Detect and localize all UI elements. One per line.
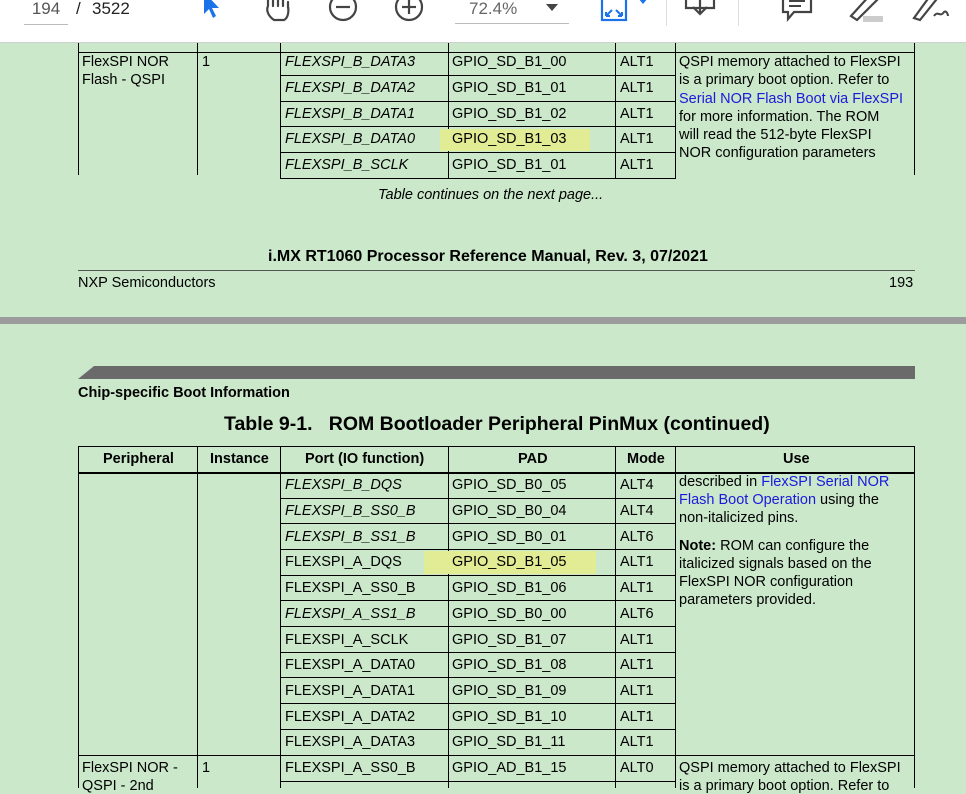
use-cell-line: is a primary boot option. Refer to — [679, 72, 890, 88]
column-header-pad: PAD — [518, 451, 548, 467]
pad-cell: GPIO_SD_B1_01 — [452, 80, 567, 96]
port-cell: FLEXSPI_A_DQS — [285, 554, 402, 570]
table-border — [280, 43, 281, 179]
peripheral-cell: Flash - QSPI — [82, 72, 165, 88]
use-cell-line: will read the 512-byte FlexSPI — [679, 127, 872, 143]
column-header-port: Port (IO function) — [305, 451, 425, 467]
port-cell: FLEXSPI_B_SCLK — [285, 157, 409, 173]
pad-cell: GPIO_SD_B1_01 — [452, 157, 567, 173]
mode-cell: ALT1 — [620, 734, 654, 750]
pad-cell: GPIO_SD_B0_04 — [452, 503, 567, 519]
table-border — [280, 549, 676, 550]
table-border — [914, 43, 915, 175]
page-total: 3522 — [92, 0, 130, 18]
table-border — [615, 43, 616, 179]
column-header-mode: Mode — [627, 451, 665, 467]
mode-cell: ALT1 — [620, 683, 654, 699]
zoom-in-icon[interactable] — [392, 0, 426, 22]
pad-cell: GPIO_AD_B1_15 — [452, 760, 567, 776]
highlight-icon[interactable] — [845, 0, 885, 22]
select-cursor-icon[interactable] — [198, 0, 228, 22]
table-border — [197, 43, 198, 175]
footer-rule — [78, 270, 915, 271]
port-cell: FLEXSPI_B_DQS — [285, 477, 402, 493]
port-cell: FLEXSPI_A_DATA1 — [285, 683, 416, 699]
port-cell: FLEXSPI_B_DATA1 — [285, 106, 416, 122]
pdf-toolbar — [0, 0, 966, 43]
serial-nor-flash-boot-link[interactable]: Serial NOR Flash Boot via FlexSPI — [679, 91, 904, 107]
table-border — [78, 52, 915, 53]
pad-cell: GPIO_SD_B1_06 — [452, 580, 567, 596]
port-cell: FLEXSPI_A_SS0_B — [285, 760, 416, 776]
footer-company: NXP Semiconductors — [78, 275, 216, 291]
table-border — [280, 75, 676, 76]
use-cell-line: QSPI memory attached to FlexSPI — [679, 54, 901, 70]
mode-cell: ALT6 — [620, 529, 654, 545]
mode-cell: ALT1 — [620, 580, 654, 596]
port-cell: FLEXSPI_A_DATA0 — [285, 657, 416, 673]
use-cell-line: parameters provided. — [679, 592, 817, 608]
mode-cell: ALT4 — [620, 477, 654, 493]
use-cell-line: NOR configuration parameters — [679, 145, 876, 161]
use-cell-line — [679, 538, 869, 554]
footer-page-number: 193 — [889, 275, 914, 291]
column-header-instance: Instance — [210, 451, 269, 467]
use-cell-line — [679, 492, 879, 508]
use-cell-line: non-italicized pins. — [679, 510, 799, 526]
mode-cell: ALT4 — [620, 503, 654, 519]
port-cell: FLEXSPI_A_SS0_B — [285, 580, 416, 596]
pad-cell: GPIO_SD_B1_08 — [452, 657, 567, 673]
mode-cell: ALT1 — [620, 657, 654, 673]
table-border — [78, 755, 915, 756]
table-border — [197, 446, 198, 788]
pad-cell: GPIO_SD_B1_00 — [452, 54, 567, 70]
port-cell: FLEXSPI_B_DATA2 — [285, 80, 416, 96]
table-border — [280, 652, 676, 653]
use-cell-line: italicized signals based on the — [679, 556, 872, 572]
table-border — [280, 729, 676, 730]
mode-cell: ALT1 — [620, 80, 654, 96]
pad-cell: GPIO_SD_B1_07 — [452, 632, 567, 648]
pad-cell: GPIO_SD_B1_09 — [452, 683, 567, 699]
table-border — [78, 43, 79, 175]
section-heading: Chip-specific Boot Information — [78, 385, 290, 401]
mode-cell: ALT1 — [620, 131, 654, 147]
page-divider — [0, 317, 966, 324]
port-cell: FLEXSPI_B_DATA3 — [285, 54, 416, 70]
table-border — [280, 600, 676, 601]
hand-pan-icon[interactable] — [260, 0, 296, 22]
mode-cell: ALT1 — [620, 157, 654, 173]
table-border — [280, 575, 676, 576]
port-cell: FLEXSPI_B_SS0_B — [285, 503, 416, 519]
chevron-down-icon[interactable] — [546, 4, 558, 11]
use-text: described in — [679, 474, 762, 490]
page-number-input[interactable]: 194 — [24, 0, 68, 25]
mode-cell: ALT0 — [620, 760, 654, 776]
use-cell-line: is a primary boot option. Refer to — [679, 778, 890, 794]
zoom-out-icon[interactable] — [326, 0, 360, 22]
use-text: ROM can configure the — [716, 538, 870, 554]
fit-page-icon[interactable] — [600, 0, 652, 22]
table-border — [448, 43, 449, 179]
use-cell-line — [679, 474, 889, 490]
peripheral-cell: FlexSPI NOR — [82, 54, 170, 70]
table-border — [78, 446, 79, 788]
flexspi-serial-nor-link[interactable]: FlexSPI Serial NOR — [761, 474, 890, 490]
table-title: Table 9-1. ROM Bootloader Peripheral PinMux (continued) — [224, 413, 770, 435]
table-border — [280, 523, 676, 524]
pad-cell: GPIO_SD_B1_05 — [452, 554, 567, 570]
table-border — [280, 178, 676, 179]
note-label: Note: — [679, 538, 717, 554]
flash-boot-operation-link[interactable]: Flash Boot Operation — [679, 492, 817, 508]
table-border — [280, 126, 676, 127]
comment-icon[interactable] — [780, 0, 814, 22]
table-continues-note: Table continues on the next page... — [378, 187, 604, 203]
table-border — [280, 781, 676, 782]
peripheral-cell: QSPI - 2nd — [82, 778, 154, 794]
table-border — [280, 152, 676, 153]
pad-cell: GPIO_SD_B0_00 — [452, 606, 567, 622]
port-cell: FLEXSPI_A_SCLK — [285, 632, 409, 648]
mode-cell: ALT1 — [620, 54, 654, 70]
section-banner — [78, 366, 915, 379]
pad-cell: GPIO_SD_B1_11 — [452, 734, 566, 750]
page-separator: / — [76, 0, 81, 18]
port-cell: FLEXSPI_A_SS1_B — [285, 606, 416, 622]
toolbar-separator — [666, 0, 667, 26]
table-border — [78, 446, 915, 447]
table-border — [280, 677, 676, 678]
toolbar-separator — [738, 0, 739, 26]
port-cell: FLEXSPI_A_DATA2 — [285, 709, 416, 725]
mode-cell: ALT1 — [620, 106, 654, 122]
column-header-peripheral: Peripheral — [103, 451, 174, 467]
table-border — [280, 101, 676, 102]
port-cell: FLEXSPI_B_SS1_B — [285, 529, 416, 545]
pad-cell: GPIO_SD_B0_05 — [452, 477, 567, 493]
use-cell-line: for more information. The ROM — [679, 109, 880, 125]
use-text: using the — [816, 492, 879, 508]
mode-cell: ALT1 — [620, 709, 654, 725]
table-border — [280, 498, 676, 499]
column-header-use: Use — [783, 451, 810, 467]
download-icon[interactable] — [682, 0, 718, 22]
port-cell: FLEXSPI_B_DATA0 — [285, 131, 416, 147]
pad-cell: GPIO_SD_B0_01 — [452, 529, 567, 545]
table-border — [280, 703, 676, 704]
peripheral-cell: FlexSPI NOR - — [82, 760, 178, 776]
use-cell-line: FlexSPI NOR configuration — [679, 574, 854, 590]
sign-icon[interactable] — [910, 0, 950, 22]
use-cell-line: QSPI memory attached to FlexSPI — [679, 760, 901, 776]
pad-cell: GPIO_SD_B1_10 — [452, 709, 567, 725]
footer-title: i.MX RT1060 Processor Reference Manual, Rev. 3, 07/2021 — [268, 248, 708, 265]
table-border — [914, 446, 915, 788]
table-border — [280, 626, 676, 627]
port-cell: FLEXSPI_A_DATA3 — [285, 734, 416, 750]
pad-cell: GPIO_SD_B1_03 — [452, 131, 567, 147]
pad-cell: GPIO_SD_B1_02 — [452, 106, 567, 122]
mode-cell: ALT1 — [620, 632, 654, 648]
table-border — [675, 43, 676, 179]
zoom-level-select[interactable]: 72.4% — [455, 0, 569, 24]
mode-cell: ALT6 — [620, 606, 654, 622]
instance-cell: 1 — [202, 760, 211, 776]
instance-cell: 1 — [202, 54, 211, 70]
mode-cell: ALT1 — [620, 554, 654, 570]
